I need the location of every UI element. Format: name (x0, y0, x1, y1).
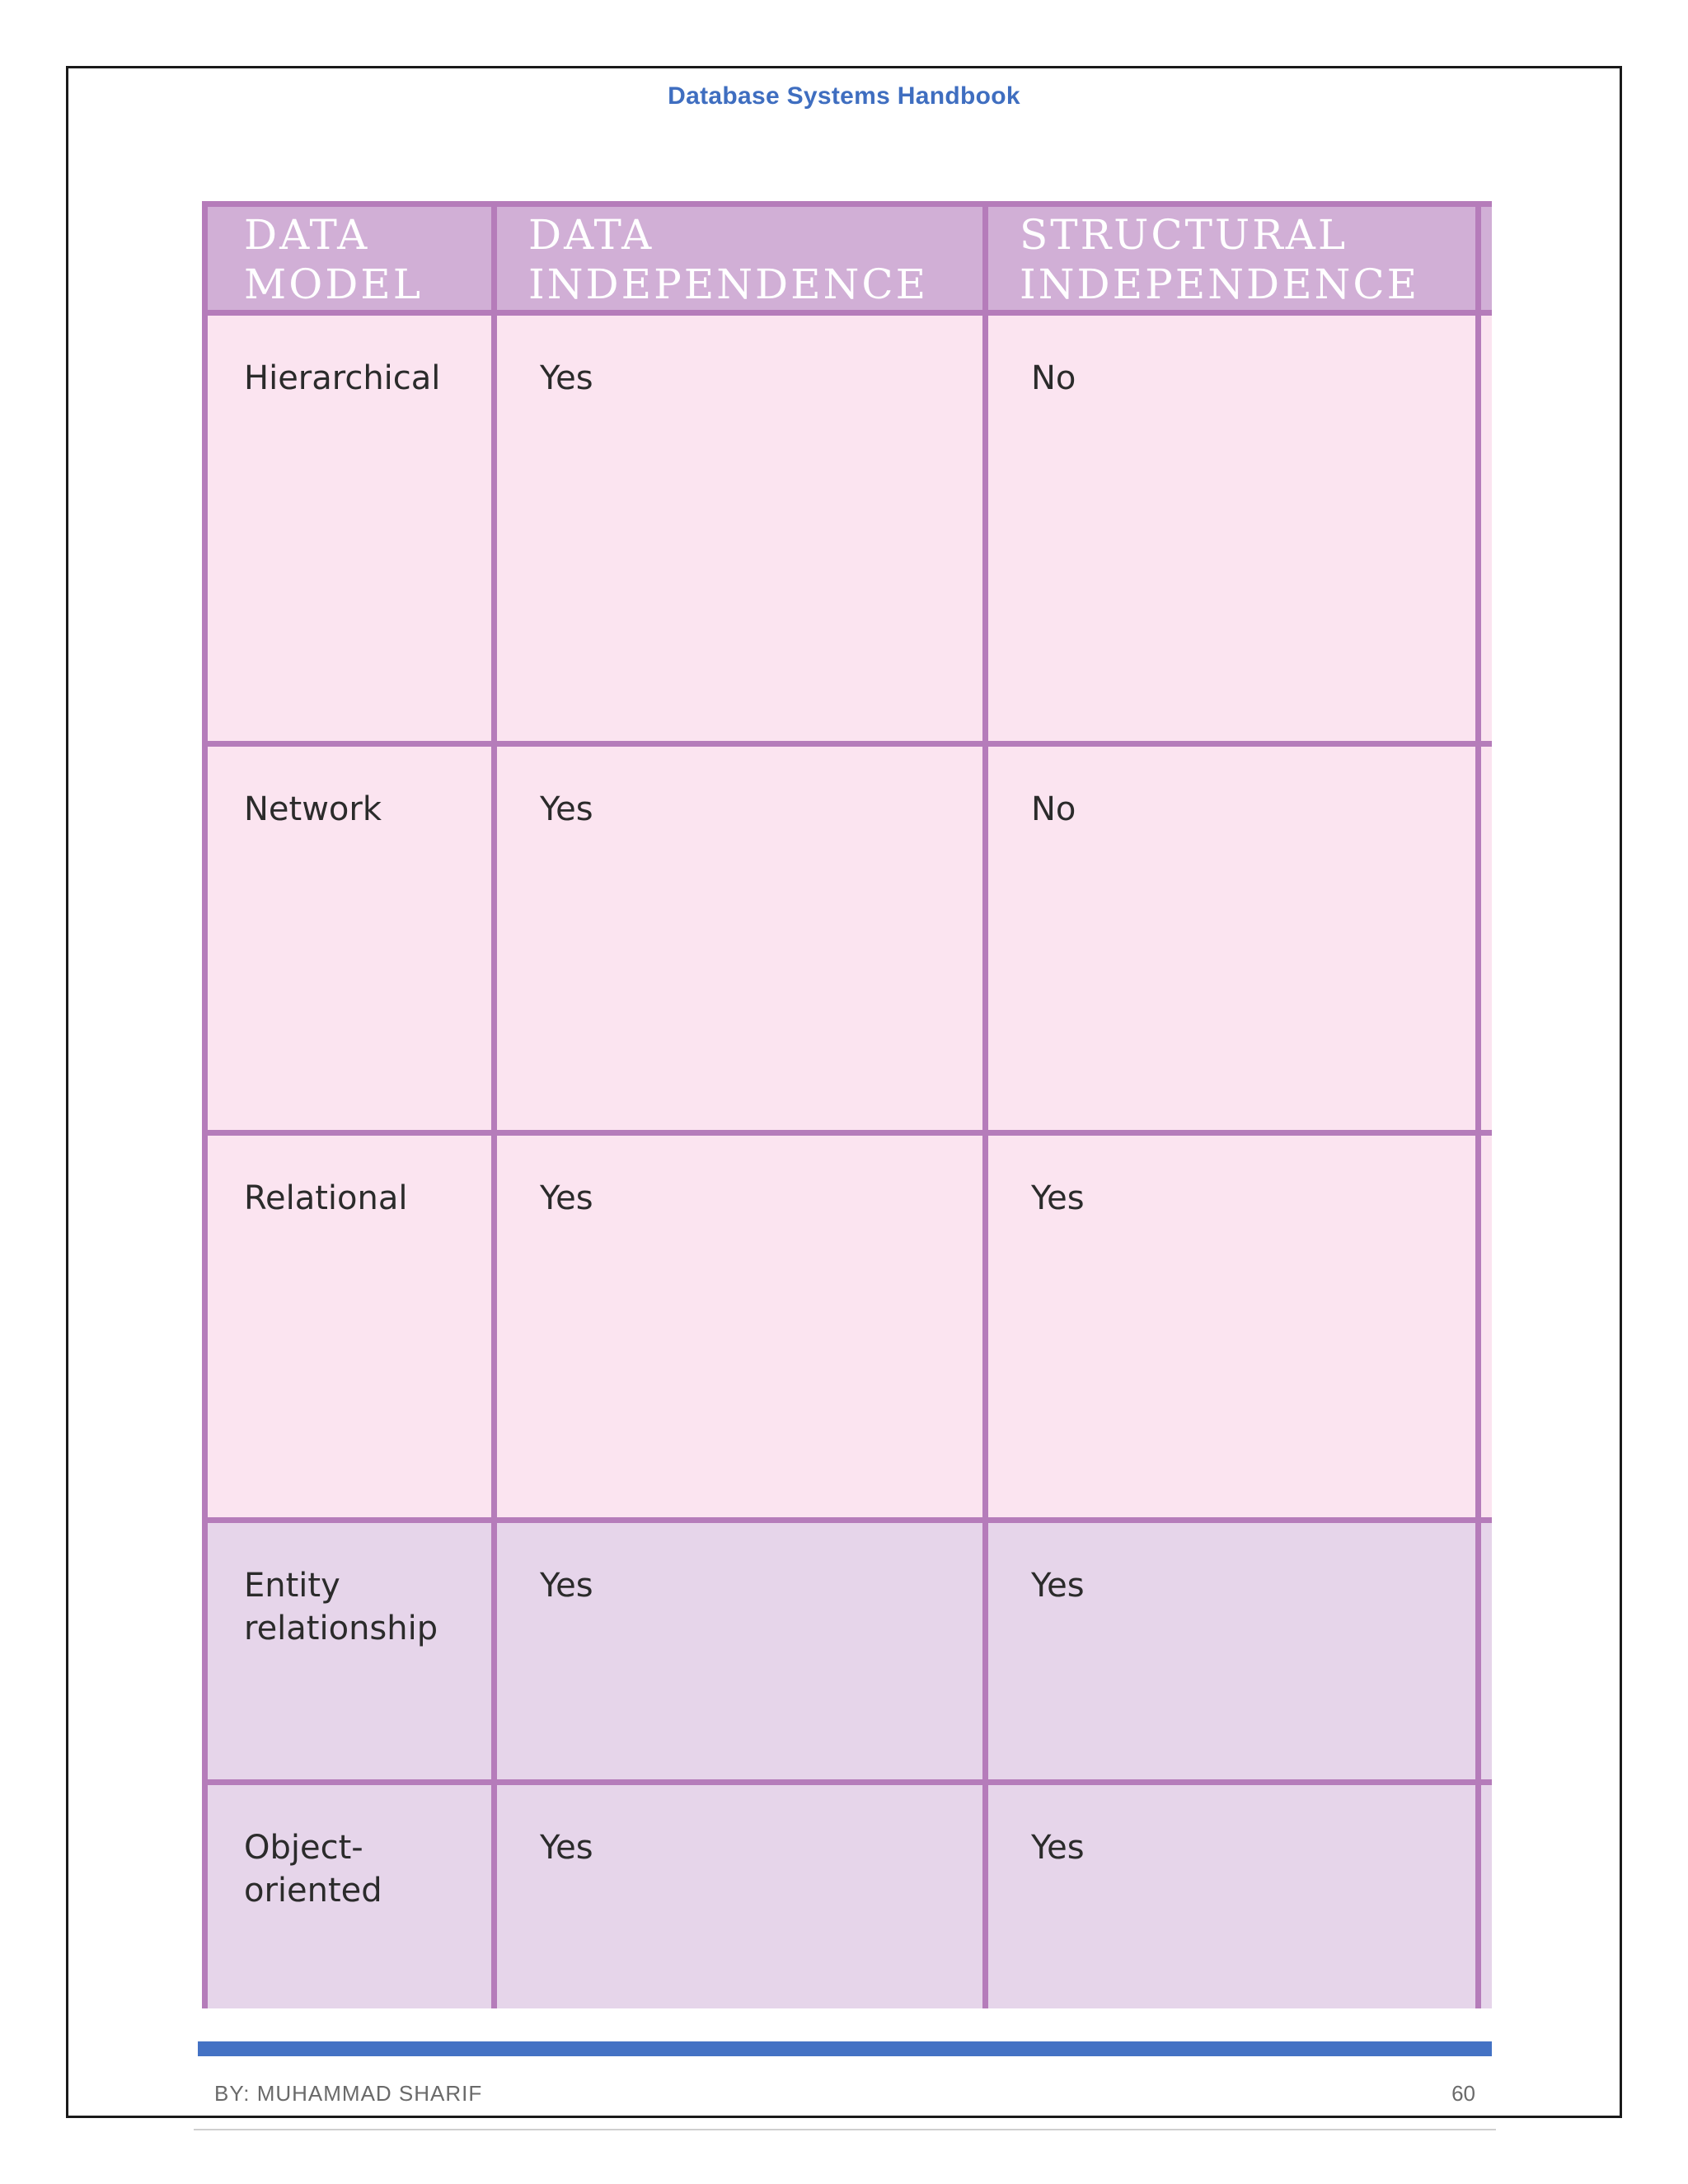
cell-model: Object-oriented (205, 1783, 495, 2009)
footer-rule (198, 2041, 1492, 2056)
cell-data-independence: Yes (495, 313, 986, 744)
cell-structural-independence: No (986, 744, 1479, 1133)
cell-data-independence: Yes (495, 1783, 986, 2009)
bottom-divider (194, 2129, 1496, 2130)
cell-cropped (1479, 1521, 1493, 1783)
cell-structural-independence: Yes (986, 1521, 1479, 1783)
cell-model: Network (205, 744, 495, 1133)
cell-structural-independence: Yes (986, 1783, 1479, 2009)
cell-cropped (1479, 1783, 1493, 2009)
cell-data-independence: Yes (495, 1521, 986, 1783)
table-row (205, 744, 1493, 1133)
table-row (205, 1133, 1493, 1521)
cell-data-independence: Yes (495, 1133, 986, 1521)
cell-model: Entity relationship (205, 1521, 495, 1783)
table-header-row (205, 204, 1493, 313)
cell-cropped (1479, 744, 1493, 1133)
cell-structural-independence: Yes (986, 1133, 1479, 1521)
column-header-data-independence: DATA INDEPENDENCE (495, 204, 986, 313)
cell-model: Hierarchical (205, 313, 495, 744)
table-row (205, 1521, 1493, 1783)
data-model-table-container (202, 201, 1492, 2008)
page-number: 60 (1451, 2081, 1475, 2106)
cell-structural-independence: No (986, 313, 1479, 744)
footer-author: BY: MUHAMMAD SHARIF (214, 2081, 483, 2106)
data-model-table (202, 201, 1492, 2008)
table-row (205, 313, 1493, 744)
column-header-data-model: DATA MODEL (205, 204, 495, 313)
running-header: Database Systems Handbook (668, 82, 1020, 110)
column-header-cropped (1479, 204, 1493, 313)
column-header-structural-independence: STRUCTURAL INDEPENDENCE (986, 204, 1479, 313)
cell-data-independence: Yes (495, 744, 986, 1133)
cell-cropped (1479, 1133, 1493, 1521)
cell-cropped (1479, 313, 1493, 744)
table-row (205, 1783, 1493, 2009)
cell-model: Relational (205, 1133, 495, 1521)
